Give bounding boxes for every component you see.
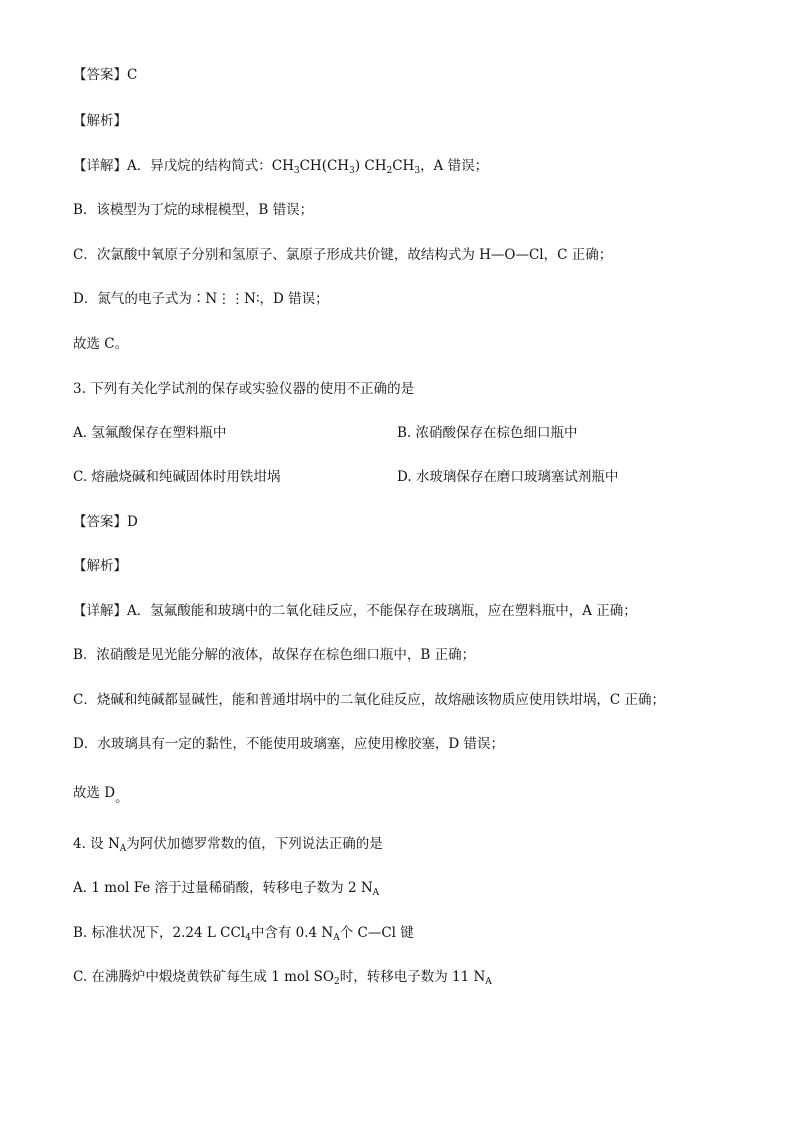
conclusion-line: 故选 C。	[73, 336, 129, 352]
detail-line-a	[73, 157, 488, 175]
detail-line-d: D．氮气的电子式为∶N⋮⋮N∶，D 错误；	[73, 291, 329, 307]
stem-text: 为阿伏加德罗常数的值，下列说法正确的是	[126, 836, 383, 852]
detail-text: CH(CH	[299, 158, 350, 174]
detail-text: ) CH	[354, 158, 387, 174]
subscript: A	[333, 933, 340, 943]
conclusion-line	[73, 784, 129, 806]
subscript: 2	[333, 977, 340, 987]
stem-text: 4. 设 N	[73, 836, 120, 852]
answer-value: D	[127, 514, 138, 530]
option-text: 中含有 0.4 N	[250, 925, 334, 941]
question-stem	[73, 835, 383, 853]
option-a	[73, 879, 379, 897]
detail-text: A．异戊烷的结构简式：CH	[127, 158, 294, 174]
subscript: 3	[293, 166, 300, 176]
question-stem: 3. 下列有关化学试剂的保存或实验仪器的使用不正确的是	[73, 381, 415, 397]
option-c: C. 熔融烧碱和纯碱固体时用铁坩埚	[73, 469, 281, 485]
subscript: 4	[245, 933, 251, 943]
detail-tag: 【详解】	[73, 158, 127, 174]
conclusion-period: 。	[115, 790, 129, 806]
answer-line	[73, 513, 138, 531]
detail-line-d: D．水玻璃具有一定的黏性，不能使用玻璃塞，应使用橡胶塞，D 错误；	[73, 736, 504, 752]
option-text: A. 1 mol Fe 溶于过量稀硝酸，转移电子数为 2 N	[73, 880, 373, 896]
answer-tag: 【答案】	[73, 514, 127, 530]
detail-line-b: B．浓硝酸是见光能分解的液体，故保存在棕色细口瓶中，B 正确；	[73, 647, 476, 663]
subscript: A	[119, 844, 127, 854]
answer-line	[73, 66, 137, 84]
detail-line-c: C．烧碱和纯碱都显碱性，能和普通坩埚中的二氧化硅反应，故熔融该物质应使用铁坩埚，C 正确；	[73, 692, 665, 708]
answer-value: C	[127, 67, 138, 83]
conclusion-text: 故选 D	[73, 785, 116, 801]
answer-tag: 【答案】	[73, 67, 127, 83]
subscript: A	[485, 977, 492, 987]
detail-text: CH	[392, 158, 415, 174]
option-b	[73, 924, 414, 942]
option-d: D. 水玻璃保存在磨口玻璃塞试剂瓶中	[397, 469, 619, 485]
option-text: 时，转移电子数为 11 N	[339, 969, 486, 985]
detail-text: ，A 错误；	[420, 158, 489, 174]
detail-line-b: B．该模型为丁烷的球棍模型，B 错误；	[73, 202, 314, 218]
subscript: 2	[386, 166, 393, 176]
option-a: A. 氢氟酸保存在塑料瓶中	[73, 425, 227, 441]
subscript: 3	[414, 166, 421, 176]
option-text: B. 标准状况下，2.24 L CCl	[73, 925, 246, 941]
subscript: A	[372, 888, 380, 898]
option-c	[73, 968, 492, 986]
option-b: B. 浓硝酸保存在棕色细口瓶中	[397, 425, 578, 441]
option-text: C. 在沸腾炉中煅烧黄铁矿每生成 1 mol SO	[73, 969, 334, 985]
subscript: 3	[349, 166, 355, 176]
analysis-heading: 【解析】	[73, 558, 127, 574]
analysis-heading: 【解析】	[73, 113, 127, 129]
detail-line-a: 【详解】A．氢氟酸能和玻璃中的二氧化硅反应，不能保存在玻璃瓶，应在塑料瓶中，A 正确；	[73, 603, 637, 619]
detail-line-c: C．次氯酸中氧原子分别和氢原子、氯原子形成共价键，故结构式为 H—O—Cl，C 正确；	[73, 247, 613, 263]
option-text: 个 C—Cl 键	[339, 925, 414, 941]
